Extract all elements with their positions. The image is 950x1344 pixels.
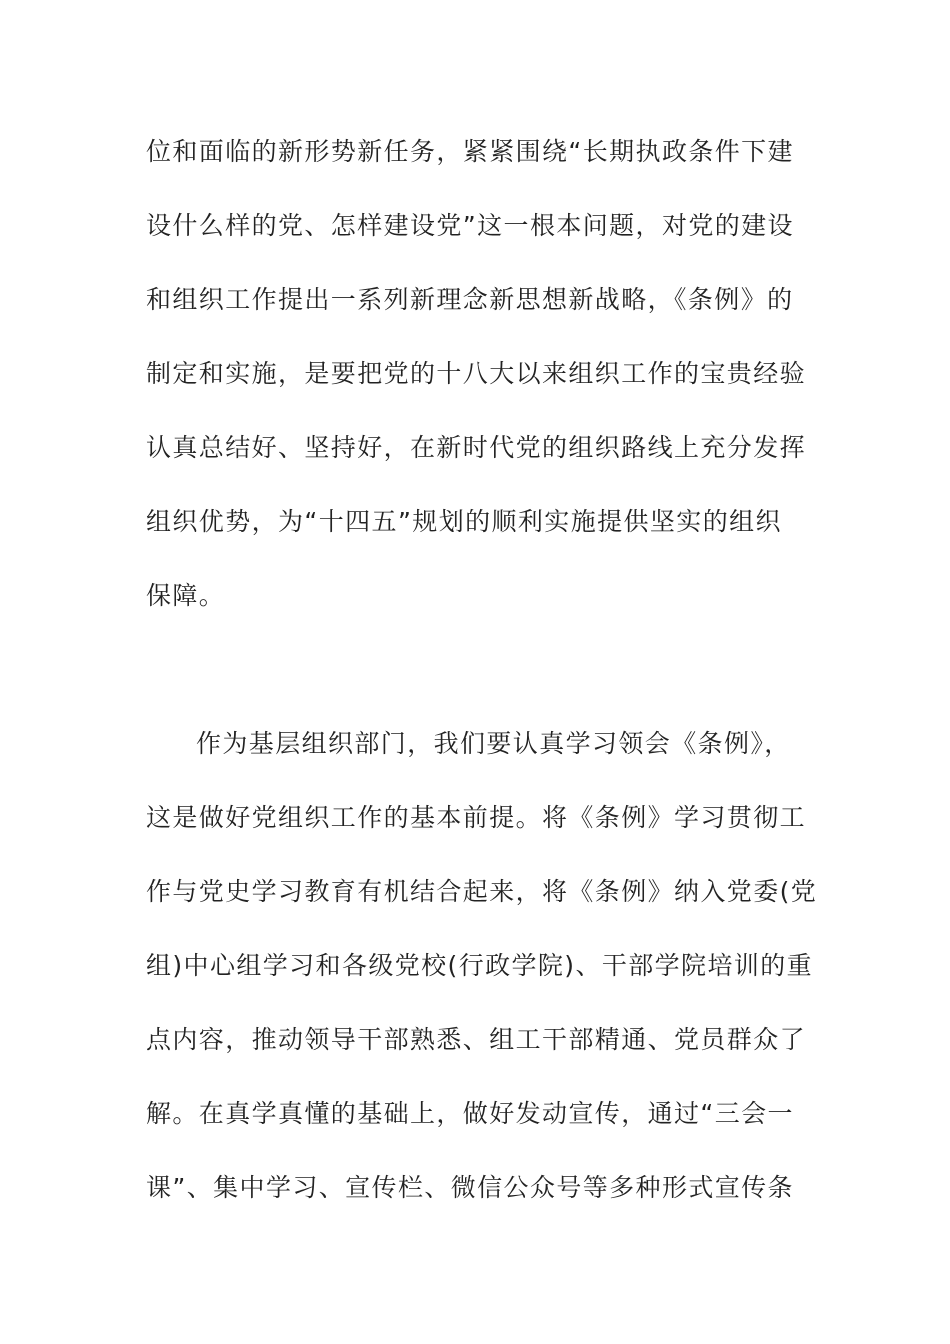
- paragraph-line: 保障。: [146, 581, 226, 610]
- paragraph-line: 设什么样的党、怎样建设党”这一根本问题，对党的建设: [146, 211, 794, 240]
- paragraph-line: 课”、集中学习、宣传栏、微信公众号等多种形式宣传条: [146, 1173, 794, 1202]
- paragraph-line: 解。在真学真懂的基础上，做好发动宣传，通过“三会一: [146, 1099, 794, 1128]
- paragraph-line: 和组织工作提出一系列新理念新思想新战略，《条例》的: [146, 285, 794, 314]
- paragraph-line: 制定和实施，是要把党的十八大以来组织工作的宝贵经验: [146, 359, 807, 388]
- paragraph-line: 这是做好党组织工作的基本前提。将《条例》学习贯彻工: [146, 803, 807, 832]
- paragraph-line: 作与党史学习教育有机结合起来，将《条例》纳入党委(党: [146, 877, 818, 906]
- paragraph-line: 组织优势，为“十四五”规划的顺利实施提供坚实的组织: [146, 507, 782, 536]
- paragraph-line: 认真总结好、坚持好，在新时代党的组织路线上充分发挥: [146, 433, 807, 462]
- paragraph-line: 组)中心组学习和各级党校(行政学院)、干部学院培训的重: [146, 951, 814, 980]
- paragraph-line: 作为基层组织部门，我们要认真学习领会《条例》，: [196, 729, 791, 758]
- paragraph-line: 点内容，推动领导干部熟悉、组工干部精通、党员群众了: [146, 1025, 807, 1054]
- paragraph-line: 位和面临的新形势新任务，紧紧围绕“长期执政条件下建: [146, 137, 794, 166]
